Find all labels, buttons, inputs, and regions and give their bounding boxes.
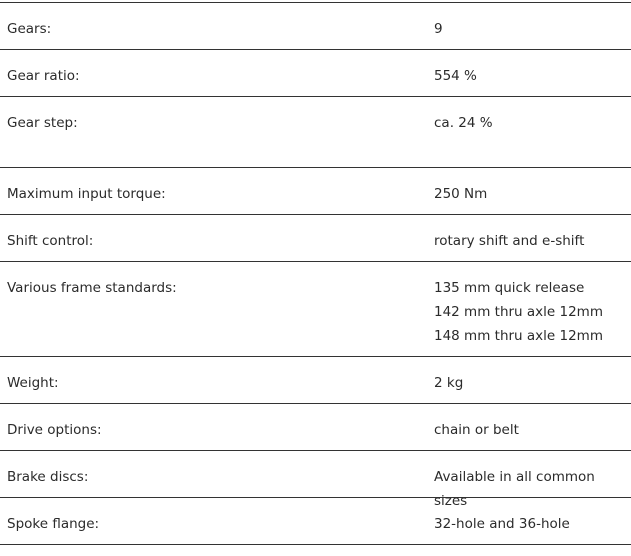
- spec-label: Gear step:: [7, 115, 78, 131]
- spec-row-weight: [0, 356, 631, 403]
- spec-value-line: chain or belt: [434, 422, 519, 438]
- spec-label: Gears:: [7, 21, 52, 37]
- spec-row-frame-standards: [0, 261, 631, 356]
- spec-value-line: ca. 24 %: [434, 115, 493, 131]
- spec-value: [434, 97, 631, 167]
- spec-value-line: 9: [434, 21, 443, 37]
- spec-label: Weight:: [7, 375, 59, 391]
- spec-value: [434, 50, 631, 96]
- spec-label: Gear ratio:: [7, 68, 80, 84]
- spec-value-line: 2 kg: [434, 375, 464, 391]
- spec-value-line: 148 mm thru axle 12mm: [434, 328, 603, 344]
- spec-value: [434, 215, 631, 261]
- spec-row-brake-discs: [0, 450, 631, 509]
- spec-row-spoke-flange: [0, 497, 631, 545]
- spec-value: [434, 357, 631, 403]
- spec-row-max-torque: [0, 167, 631, 214]
- spec-value-line: 554 %: [434, 68, 477, 84]
- spec-value-line: 250 Nm: [434, 186, 488, 202]
- spec-value-line: rotary shift and e-shift: [434, 233, 585, 249]
- spec-label: Drive options:: [7, 422, 102, 438]
- spec-value-line: 135 mm quick release: [434, 280, 585, 296]
- spec-label: Brake discs:: [7, 469, 89, 485]
- spec-row-drive-options: [0, 403, 631, 450]
- spec-label: Various frame standards:: [7, 280, 177, 296]
- spec-value: [434, 262, 631, 356]
- spec-row-gear-ratio: [0, 49, 631, 96]
- spec-row-shift-control: [0, 214, 631, 261]
- spec-row-gear-step: [0, 96, 631, 167]
- spec-value: [434, 498, 631, 544]
- spec-value: [434, 3, 631, 49]
- spec-table: [0, 2, 631, 545]
- spec-value: [434, 404, 631, 450]
- spec-value: [434, 451, 631, 509]
- spec-label: Spoke flange:: [7, 516, 100, 532]
- spec-value: [434, 168, 631, 214]
- spec-value-line: Available in all common sizes: [434, 469, 595, 509]
- spec-label: Shift control:: [7, 233, 94, 249]
- spec-value-line: 142 mm thru axle 12mm: [434, 304, 603, 320]
- spec-label: Maximum input torque:: [7, 186, 166, 202]
- spec-value-line: 32-hole and 36-hole: [434, 516, 570, 532]
- spec-row-gears: [0, 2, 631, 49]
